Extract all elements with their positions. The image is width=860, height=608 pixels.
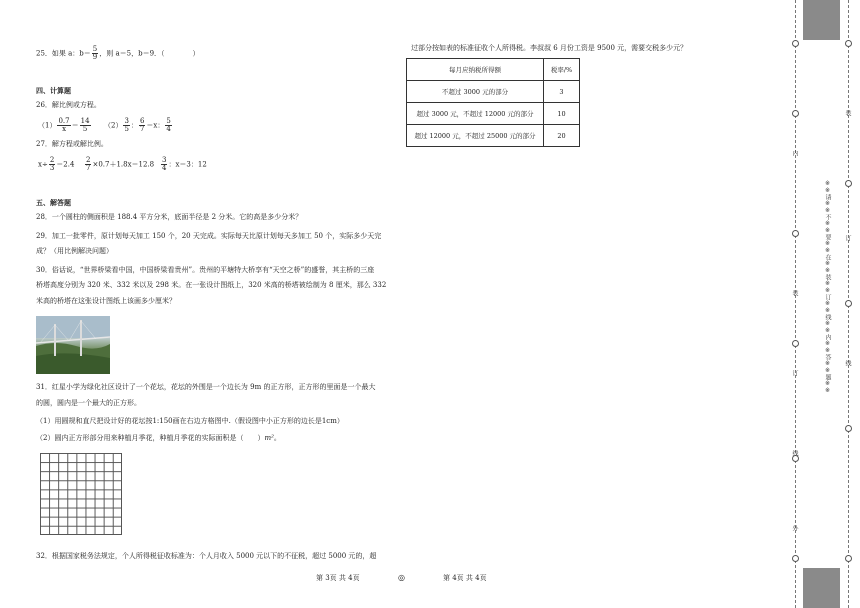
table-row: [407, 103, 580, 125]
table-header: 税率/%: [544, 59, 580, 81]
table-cell: 超过 3000 元，不超过 12000 元的部分: [407, 103, 544, 125]
section-title-calculation: 四、计算题: [36, 87, 71, 95]
table-cell: 超过 12000 元，不超过 25000 元的部分: [407, 125, 544, 147]
binding-label: 外: [791, 525, 798, 531]
question-30-line-3: 米高的桥塔在这张设计图纸上该画多少厘米？: [36, 297, 176, 305]
question-25: 25．如果 a：b＝ $\frac{5}{9}$ ，则 a＝5，b＝9．（ ）: [36, 45, 200, 61]
binding-label: 线: [791, 450, 798, 456]
grid-paper: [40, 453, 122, 535]
question-28: 28．一个圆柱的侧面积是 188.4 平方分米，底面半径是 2 分米。它的高是多少分米？: [36, 213, 303, 221]
binding-label: 装: [791, 290, 798, 296]
table-cell: 3: [544, 81, 580, 103]
table-row: [407, 81, 580, 103]
binding-hole-icon: [792, 40, 799, 47]
question-26-2: （2） $\frac{3}{5}$ ： $\frac{6}{7}$ ＝x： $\frac{5}{4}$: [104, 117, 171, 133]
binding-hole-icon: [792, 340, 799, 347]
binding-label: 线: [844, 360, 851, 366]
question-32: 32．根据国家税务法规定，个人所得税征收标准为：个人月收入 5000 元以下的不征税，超过 5000 元的，超: [36, 552, 377, 560]
binding-label: 内: [791, 150, 798, 156]
binding-hole-icon: [845, 555, 852, 562]
question-29-line-1: 29．加工一批零件，原计划每天加工 150 个，20 天完成。实际每天比原计划每天多加工 50 个，实际多少天完: [36, 232, 382, 240]
question-30-line-1: 30．俗话说，“世界桥梁看中国，中国桥梁看贵州”。贵州的平塘特大桥享有“天空之桥”的盛誉，其主桥的三座: [36, 266, 375, 274]
bridge-photo: [36, 316, 110, 374]
inner-binding-line: [795, 0, 796, 608]
binding-hole-icon: [792, 110, 799, 117]
fraction: $\frac{5}{9}$: [92, 45, 98, 61]
question-30-line-2: 桥塔高度分别为 320 米、332 米以及 298 米。在一张设计图纸上，320 米高的桥塔被绘制为 8 厘米，那么 332: [36, 281, 387, 289]
question-31-part-2: （2）圆内正方形部分用来种植月季花，种植月季花的实际面积是（ ）m²。: [36, 434, 281, 442]
binding-gray-block-bottom: [803, 568, 840, 608]
table-header: 每月应纳税所得额: [407, 59, 544, 81]
binding-hole-icon: [845, 40, 852, 47]
page-divider-symbol: ◎: [398, 573, 405, 582]
question-32-continued: 过部分按如表的标准征收个人所得税。李叔叔 6 月份工资是 9500 元，需要交税多少元？: [411, 44, 688, 52]
question-26-1: （1） $\frac{0.7}{x}$ ＝ $\frac{14}{5}$: [38, 117, 90, 133]
binding-hole-icon: [792, 455, 799, 462]
section-title-solve: 五、解答题: [36, 199, 71, 207]
question-26: 26．解比例或方程。: [36, 101, 101, 109]
table-cell: 20: [544, 125, 580, 147]
binding-hole-icon: [792, 555, 799, 562]
question-27-1: x÷ $\frac{2}{3}$ ＝2.4: [38, 156, 75, 172]
page-footer-4: 第 4页 共 4页: [443, 574, 487, 582]
table-cell: 不超过 3000 元的部分: [407, 81, 544, 103]
question-31-line-2: 的圆，圆内是一个最大的正方形。: [36, 399, 141, 407]
question-31-part-1: （1）用圆规和直尺把设计好的花坛按1:150画在右边方格图中.（假设图中小正方形的边长是1cm）: [36, 417, 344, 425]
question-27-3: $\frac{3}{4}$ ：x＝3：12: [162, 156, 207, 172]
binding-label: 订: [791, 370, 798, 376]
table-row: [407, 125, 580, 147]
binding-hole-icon: [845, 180, 852, 187]
table-cell: 10: [544, 103, 580, 125]
page-footer-3: 第 3页 共 4页: [316, 574, 360, 582]
table-header-row: [407, 59, 580, 81]
binding-hole-icon: [845, 425, 852, 432]
tax-rate-table: [406, 58, 580, 147]
question-27: 27．解方程或解比例。: [36, 140, 108, 148]
binding-notice: ※※请※※不※※要※※在※※装※※订※※线※※内※※答※※题※※: [824, 180, 831, 394]
binding-hole-icon: [792, 230, 799, 237]
question-29-line-2: 成？（用比例解决问题）: [36, 247, 113, 255]
binding-gray-block-top: [803, 0, 840, 40]
binding-label: 订: [844, 235, 851, 241]
binding-label: 装: [844, 110, 851, 116]
question-31-line-1: 31．红星小学为绿化社区设计了一个花坛，花坛的外围是一个边长为 9m 的正方形，正方形的里面是一个最大: [36, 383, 376, 391]
question-27-2: $\frac{2}{7}$ ×0.7＋1.8x＝12.8: [86, 156, 155, 172]
binding-hole-icon: [845, 300, 852, 307]
